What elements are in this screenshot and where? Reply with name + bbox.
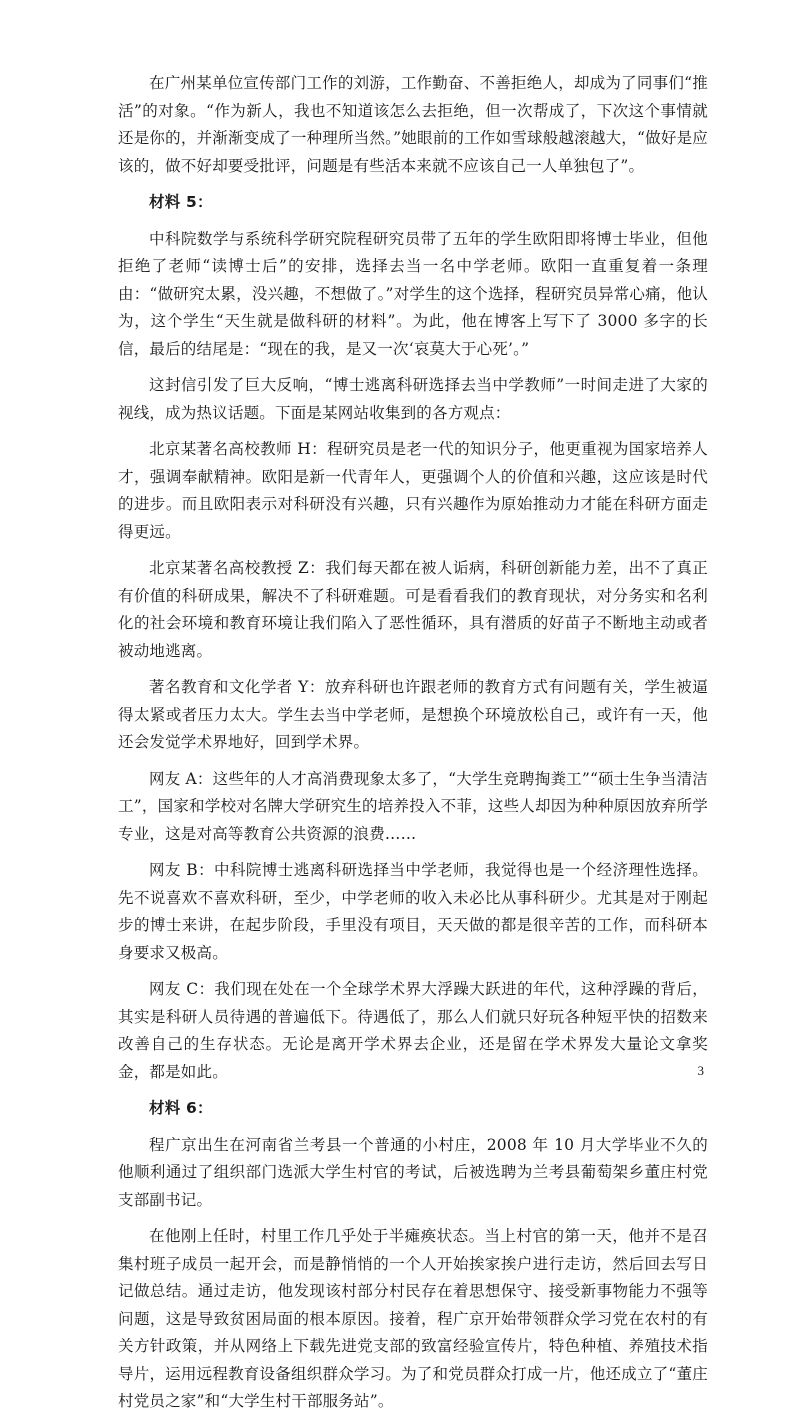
paragraph-netizen-a: 网友 A：这些年的人才高消费现象太多了，“大学生竞聘掏粪工”“硕士生争当清洁工”，国家和学校对名牌大学研究生的培养投入不菲，这些人却因为种种原因放弃所学专业，这是对高等教育公共资源的浪费…… (118, 769, 708, 843)
paragraph-village-work: 在他刚上任时，村里工作几乎处于半瘫痪状态。当上村官的第一天，他并不是召集村班子成员一起开会，而是静悄悄的一个人开始挨家挨户进行走访，然后回去写日记做总结。通过走访，他发现该村部分村民存在着思想保守、接受新事物能力不强等问题，这是导致贫困局面的根本原因。接着，程广京开始带领群众学习党在农村的有关方针政策，并从网络上下载先进党支部的致富经验宣传片，特色种植、养殖技术指导片，运用远程教育设备组织群众学习。为了和党员群众打成一片，他还成立了“董庄村党员之家”和“大学生村干部服务站”。 (118, 1227, 708, 1410)
paragraph-liu-you: 在广州某单位宣传部门工作的刘游，工作勤奋、不善拒绝人，却成为了同事们“推活”的对象。“作为新人，我也不知道该怎么去拒绝，但一次帮成了，下次这个事情就还是你的，并渐渐变成了一种理所当然。”她眼前的工作如雪球般越滚越大，“做好是应该的，做不好却要受批评，问题是有些活本来就不应该自己一人单独包了”。 (118, 74, 708, 175)
paragraph-letter-reaction: 这封信引发了巨大反响，“博士逃离科研选择去当中学教师”一时间走进了大家的视线，成为热议话题。下面是某网站收集到的各方观点： (118, 376, 708, 422)
paragraph-netizen-c: 网友 C：我们现在处在一个全球学术界大浮躁大跃进的年代，这种浮躁的背后，其实是科研人员待遇的普遍低下。待遇低了，那么人们就只好玩各种短平快的招数来改善自己的生存状态。无论是离开学术界去企业，还是留在学术界发大量论文拿奖金，都是如此。 (118, 980, 708, 1081)
paragraph-netizen-b: 网友 B：中科院博士逃离科研选择当中学老师，我觉得也是一个经济理性选择。先不说喜欢不喜欢科研，至少，中学老师的收入未必比从事科研少。尤其是对于刚起步的博士来讲，在起步阶段，手里没有项目，天天做的都是很辛苦的工作，而科研本身要求又极高。 (118, 861, 708, 962)
paragraph-cheng-guangjing: 程广京出生在河南省兰考县一个普通的小村庄，2008 年 10 月大学毕业不久的他顺利通过了组织部门选派大学生村官的考试，后被选聘为兰考县葡萄架乡董庄村党支部副书记。 (118, 1135, 708, 1209)
heading-material-5: 材料 5： (149, 193, 213, 211)
paragraph-scholar-y: 著名教育和文化学者 Y：放弃科研也许跟老师的教育方式有问题有关，学生被逼得太紧或者压力太大。学生去当中学老师，是想换个环境放松自己，或许有一天，他还会发觉学术界地好，回到学术界。 (118, 678, 708, 751)
paragraph-professor-z: 北京某著名高校教授 Z：我们每天都在被人诟病，科研创新能力差，出不了真正有价值的科研成果，解决不了科研难题。可是看看我们的教育现状，对分务实和名利化的社会环境和教育环境让我们陷入了恶性循环，具有潜质的好苗子不断地主动或者被动地逃离。 (118, 559, 708, 660)
paragraph-teacher-h: 北京某著名高校教师 H：程研究员是老一代的知识分子，他更重视为国家培养人才，强调奉献精神。欧阳是新一代青年人，更强调个人的价值和兴趣，这应该是时代的进步。而且欧阳表示对科研没有兴趣，只有兴趣作为原始推动力才能在科研方面走得更远。 (118, 440, 708, 541)
paragraph-ouyang: 中科院数学与系统科学研究院程研究员带了五年的学生欧阳即将博士毕业，但他拒绝了老师“读博士后”的安排，选择去当一名中学老师。欧阳一直重复着一条理由：“做研究太累，没兴趣，不想做了。”对学生的这个选择，程研究员异常心痛，他认为，这个学生“天生就是做科研的材料”。为此，他在博客上写下了 3000 多字的长信，最后的结尾是：“现在的我，是又一次‘哀莫大于心死’。” (118, 229, 708, 358)
page-number: 3 (697, 1063, 704, 1078)
heading-material-6: 材料 6： (149, 1099, 213, 1117)
document-body (118, 70, 708, 1425)
